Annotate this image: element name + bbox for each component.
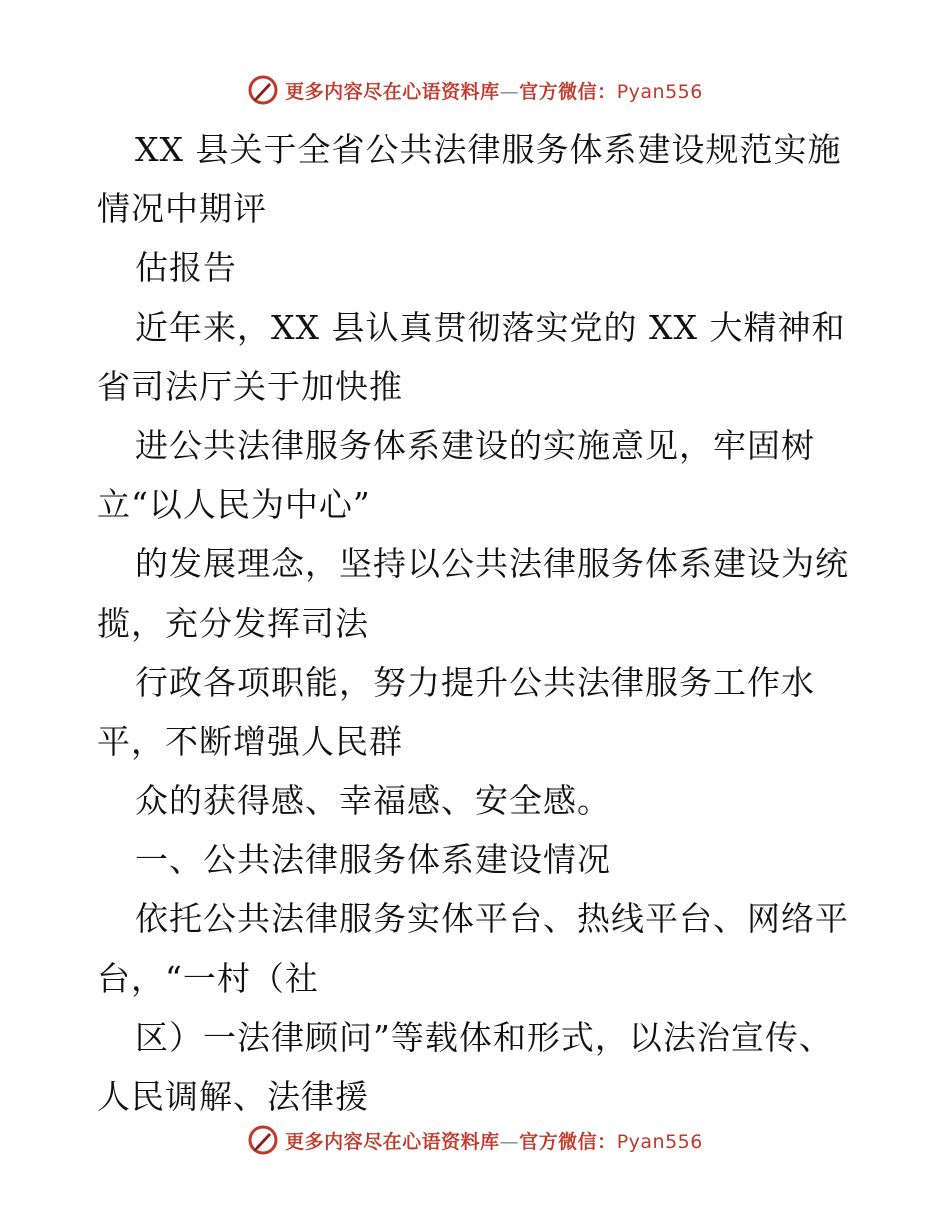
text-line: 一、公共法律服务体系建设情况 — [135, 840, 611, 880]
document-body — [97, 120, 867, 1126]
text-line: 估报告 — [135, 248, 237, 288]
text-line: 立“以人民为中心” — [97, 485, 371, 525]
text-line: 依托公共法律服务实体平台、热线平台、网络平 — [135, 899, 849, 939]
text-line: 行政各项职能，努力提升公共法律服务工作水 — [135, 662, 815, 702]
text-line: 进公共法律服务体系建设的实施意见，牢固树 — [135, 425, 815, 465]
text-line: 情况中期评 — [97, 189, 267, 229]
text-line: 近年来，XX 县认真贯彻落实党的 XX 大精神和 — [135, 307, 846, 347]
text-line: 众的获得感、幸福感、安全感。 — [135, 781, 611, 821]
header-watermark — [0, 70, 950, 110]
quill-logo-icon — [247, 1124, 279, 1156]
text-line: XX 县关于全省公共法律服务体系建设规范实施 — [135, 130, 842, 169]
watermark-text: 更多内容尽在心语资料库—官方微信：Pyan556 — [285, 80, 703, 103]
text-line: 人民调解、法律援 — [97, 1077, 369, 1116]
text-line: 揽，充分发挥司法 — [97, 603, 369, 643]
watermark-text: 更多内容尽在心语资料库—官方微信：Pyan556 — [285, 1130, 703, 1153]
quill-logo-icon — [247, 74, 279, 106]
text-line: 台，“一村（社 — [97, 958, 319, 998]
text-line: 的发展理念，坚持以公共法律服务体系建设为统 — [135, 544, 849, 584]
text-line: 区）一法律顾问”等载体和形式，以法治宣传、 — [135, 1017, 833, 1057]
text-line: 省司法厅关于加快推 — [97, 366, 403, 406]
footer-watermark — [0, 1120, 950, 1160]
text-line: 平，不断增强人民群 — [97, 721, 403, 761]
